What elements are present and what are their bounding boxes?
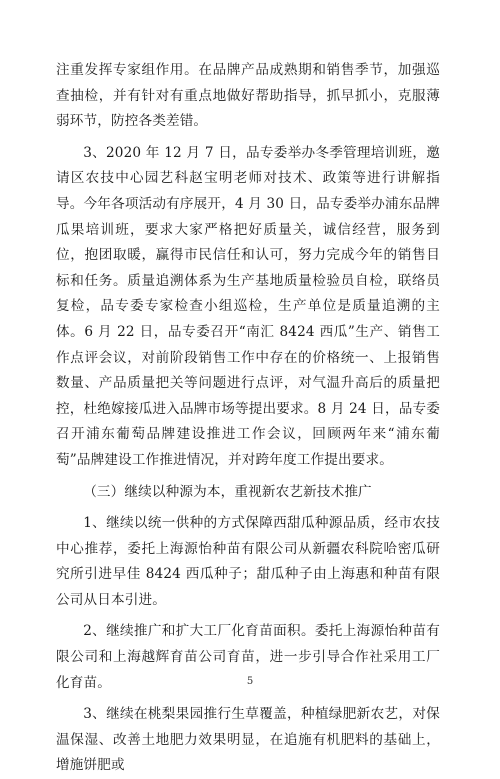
paragraph-item-3-training: 3、2020 年 12 月 7 日，品专委举办冬季管理培训班，邀请区农技中心园艺科赵宝明老师对技术、政策等进行讲解指导。今年各项活动有序展开，4 月 30 日，品专委举办浦东品牌瓜果培训班，要求大家严格把好质量关，诚信经营，服务到位，抱团取暖，赢得市民信任和认可，努力完成今年的销售目标和任务。质量追溯体系为生产基地质量检验员自检，联络员复检，品专委专家检查小组巡检，生产单位是质量追溯的主体。6 月 22 日，品专委召开“南汇 8424 西瓜”生产、销售工作点评会议，对前阶段销售工作中存在的价格统一、上报销售数量、产品质量把关等问题进行点评，对气温升高后的质量把控，杜绝嫁接瓜进入品牌市场等提出要求。8 月 24 日，品专委召开浦东葡萄品牌建设推进工作会议，回顾两年来“浦东葡萄”品牌建设工作推进情况，并对跨年度工作提出要求。: [56, 144, 440, 468]
paragraph-item-1-seed-supply: 1、继续以统一供种的方式保障西甜瓜种源品质，经市农技中心推荐，委托上海源怡种苗有限公司从新疆农科院哈密瓜研究所引进早佳 8424 西瓜种子；甜瓜种子由上海惠和种苗有限公司从日本引进。: [56, 515, 440, 608]
document-body: [56, 58, 440, 779]
section-heading: （三）继续以种源为本，重视新农艺新技术推广: [83, 483, 372, 500]
continued-paragraph: 注重发挥专家组作用。在品牌产品成熟期和销售季节，加强巡查抽检，并有针对有重点地做好帮助指导，抓早抓小，克服薄弱环节，防控各类差错。: [56, 62, 440, 130]
page-number: 5: [246, 676, 254, 687]
paragraph-item-3-grass-cover: 3、继续在桃梨果园推行生草覆盖，种植绿肥新农艺，对保温保湿、改善土地肥力效果明显，在追施有机肥料的基础上，增施饼肥或: [56, 706, 440, 774]
paragraph-item-2-seedling-nursery: 2、继续推广和扩大工厂化育苗面积。委托上海源怡种苗有限公司和上海越辉育苗公司育苗，进一步引导合作社采用工厂化育苗。: [56, 623, 440, 691]
